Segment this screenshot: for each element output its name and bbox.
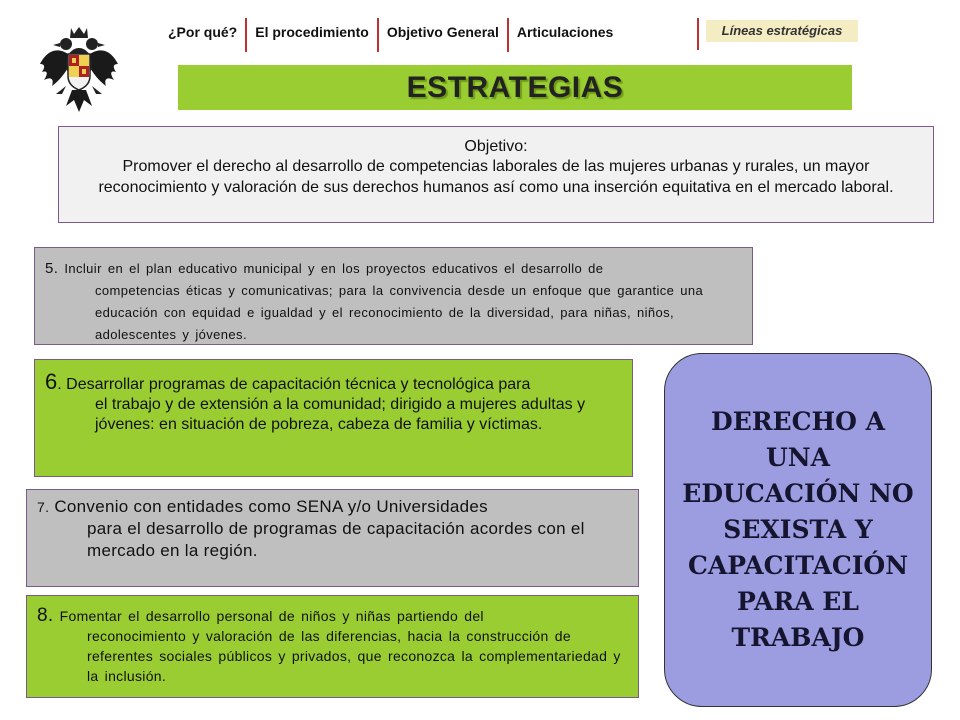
rights-callout-box <box>664 353 932 707</box>
strategy-5-number: 5. <box>45 260 59 277</box>
strategy-5-first-text: Incluir en el plan educativo municipal y en los proyectos educativos el desarrollo de <box>64 261 604 276</box>
nav-por-que[interactable]: ¿Por qué? <box>160 18 247 52</box>
strategy-6-box <box>34 359 633 477</box>
objective-box <box>58 126 934 223</box>
nav-lineas-estrategicas[interactable]: Líneas estratégicas <box>706 20 858 42</box>
strategy-7-text: para el desarrollo de programas de capacitación acordes con el mercado en la región. <box>87 519 585 560</box>
strategy-6-first-line <box>45 369 624 395</box>
top-navigation <box>160 18 621 52</box>
rights-callout-text: DERECHO A UNA EDUCACIÓN NO SEXISTA Y CAPACITACIÓN PARA EL TRABAJO <box>682 407 914 652</box>
nav-divider <box>697 18 699 50</box>
strategy-8-number: 8. <box>37 605 54 626</box>
strategy-6-first-text: . Desarrollar programas de capacitación técnica y tecnológica para <box>57 376 531 393</box>
nav-objetivo-general[interactable]: Objetivo General <box>379 18 509 52</box>
strategy-8-first-text: Fomentar el desarrollo personal de niños y niñas partiendo del <box>59 608 484 624</box>
strategy-5-text: competencias éticas y comunicativas; para la convivencia desde un enfoque que garantice una educación con equidad e igualdad y el reconocimiento de la diversidad, para niñas, niños, adolescentes y jóvenes. <box>95 283 704 342</box>
strategy-6-text: el trabajo y de extensión a la comunidad; dirigido a mujeres adultas y jóvenes: en situación de pobreza, cabeza de familia y víctimas. <box>95 396 586 433</box>
nav-articulaciones[interactable]: Articulaciones <box>516 24 614 40</box>
strategy-5-box <box>34 247 753 345</box>
strategy-8-first-line <box>37 606 630 626</box>
strategy-7-first-text: Convenio con entidades como SENA y/o Universidades <box>54 497 488 516</box>
title-banner <box>178 65 852 110</box>
double-headed-eagle-crest-icon <box>38 24 120 118</box>
strategy-7-number: 7. <box>37 499 50 515</box>
nav-procedimiento[interactable]: El procedimiento <box>247 18 379 52</box>
strategy-8-box <box>26 595 639 698</box>
strategy-5-first-line <box>45 258 744 280</box>
objective-label: Objetivo: <box>464 138 528 155</box>
page-title: ESTRATEGIAS <box>406 70 624 104</box>
strategy-8-text: reconocimiento y valoración de las diferencias, hacia la construcción de referentes sociales públicos y privados, que reconozca la complementariedad y la inclusión. <box>87 628 621 684</box>
strategy-7-first-line <box>37 496 630 518</box>
strategy-6-number: 6 <box>45 369 58 394</box>
objective-text: Promover el derecho al desarrollo de competencias laborales de las mujeres urbanas y rurales, un mayor reconocimiento y valoración de sus derechos humanos así como una inserción equitativa en el mercado laboral. <box>98 158 894 196</box>
strategy-7-box <box>26 489 639 587</box>
